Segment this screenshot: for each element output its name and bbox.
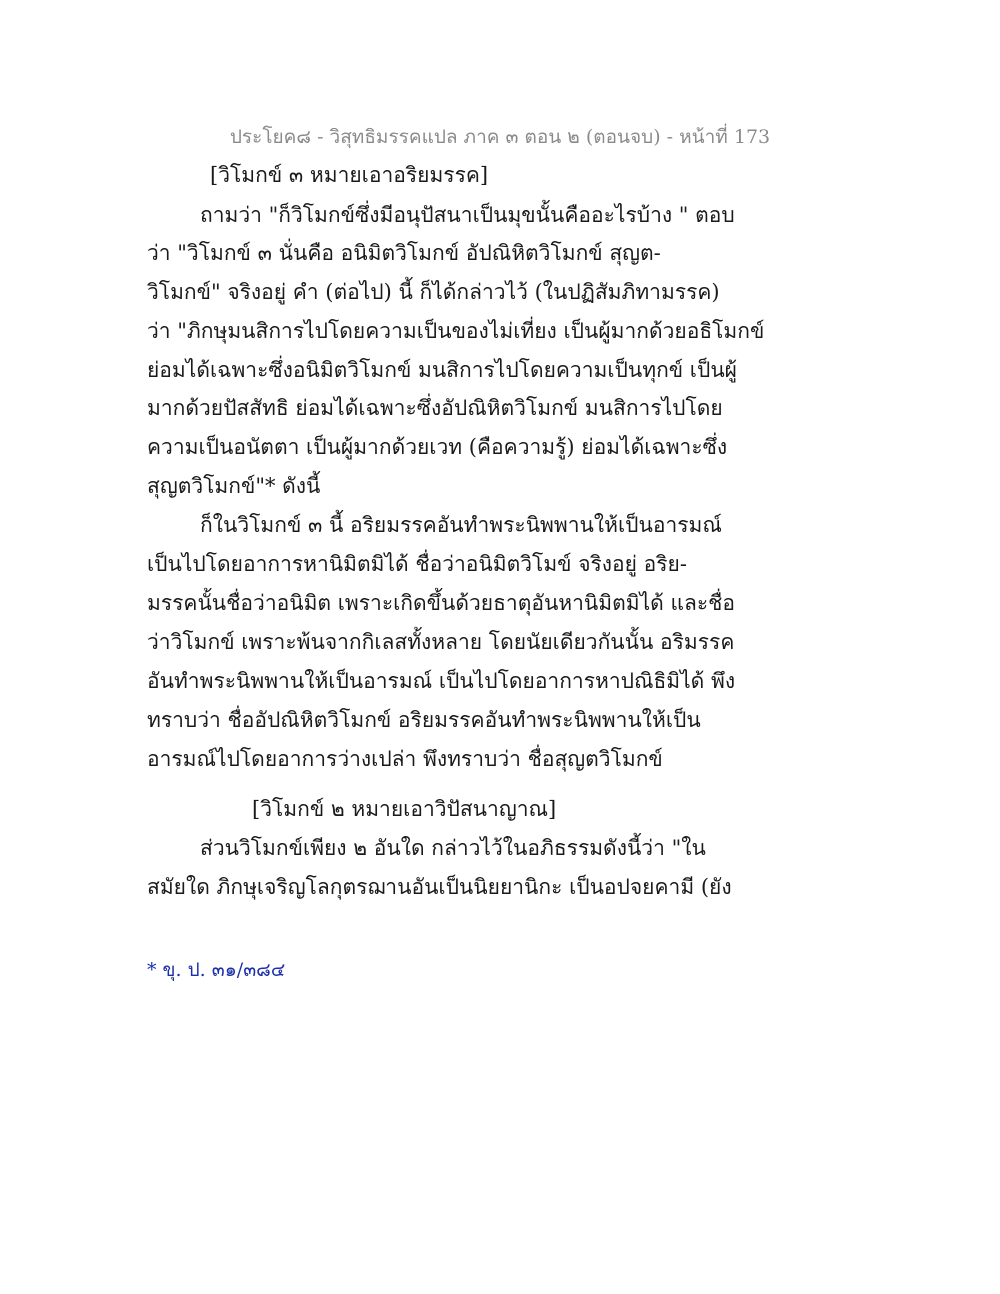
paragraph-line: ว่า "ภิกษุมนสิการไปโดยความเป็นของไม่เที่ยง เป็นผู้มากด้วยอธิโมกข์ (147, 319, 765, 343)
paragraph-line: ย่อมได้เฉพาะซึ่งอนิมิตวิโมกข์ มนสิการไปโดยความเป็นทุกข์ เป็นผู้ (147, 358, 737, 382)
paragraph-line: ว่าวิโมกข์ เพราะพ้นจากกิเลสทั้งหลาย โดยนัยเดียวกันนั้น อริมรรค (147, 630, 735, 654)
paragraph-line: วิโมกข์" จริงอยู่ คำ (ต่อไป) นี้ ก็ได้กล่าวไว้ (ในปฏิสัมภิทามรรค) (147, 280, 720, 304)
section-heading-vimokkha-3: [วิโมกข์ ๓ หมายเอาอริยมรรค] (210, 163, 489, 187)
paragraph-line: สมัยใด ภิกษุเจริญโลกุตรฌานอันเป็นนิยยานิกะ เป็นอปจยคามี (ยัง (147, 875, 732, 899)
paragraph-line: ความเป็นอนัตตา เป็นผู้มากด้วยเวท (คือความรู้) ย่อมได้เฉพาะซึ่ง (147, 435, 728, 459)
running-header: ประโยค๘ - วิสุทธิมรรคแปล ภาค ๓ ตอน ๒ (ตอนจบ) - หน้าที่ 173 (229, 126, 771, 148)
paragraph-line: ถามว่า "ก็วิโมกข์ซึ่งมีอนุปัสนาเป็นมุขนั้นคืออะไรบ้าง " ตอบ (200, 203, 735, 227)
paragraph-line: มรรคนั้นชื่อว่าอนิมิต เพราะเกิดขึ้นด้วยธาตุอันหานิมิตมิได้ และชื่อ (147, 591, 736, 615)
section-heading-vimokkha-2: [วิโมกข์ ๒ หมายเอาวิปัสนาญาณ] (252, 797, 557, 821)
paragraph-line: เป็นไปโดยอาการหานิมิตมิได้ ชื่อว่าอนิมิตวิโมข์ จริงอยู่ อริย- (147, 552, 687, 576)
paragraph-line: อารมณ์ไปโดยอาการว่างเปล่า พึงทราบว่า ชื่อสุญตวิโมกข์ (147, 747, 663, 771)
paragraph-line: มากด้วยปัสสัทธิ ย่อมได้เฉพาะซึ่งอัปณิหิตวิโมกข์ มนสิการไปโดย (147, 396, 723, 420)
paragraph-line: อันทำพระนิพพานให้เป็นอารมณ์ เป็นไปโดยอาการหาปณิธิมิได้ พึง (147, 669, 736, 693)
paragraph-line: ทราบว่า ชื่ออัปณิหิตวิโมกข์ อริยมรรคอันทำพระนิพพานให้เป็น (147, 708, 701, 732)
paragraph-line: ส่วนวิโมกข์เพียง ๒ อันใด กล่าวไว้ในอภิธรรมดังนี้ว่า "ใน (200, 836, 706, 860)
paragraph-line: ก็ในวิโมกข์ ๓ นี้ อริยมรรคอันทำพระนิพพานให้เป็นอารมณ์ (200, 513, 722, 537)
footnote: * ขุ. ป. ๓๑/๓๘๔ (147, 959, 286, 981)
paragraph-line: ว่า "วิโมกข์ ๓ นั่นคือ อนิมิตวิโมกข์ อัปณิหิตวิโมกข์ สุญต- (147, 241, 661, 265)
paragraph-line: สุญตวิโมกข์"* ดังนี้ (147, 474, 321, 498)
